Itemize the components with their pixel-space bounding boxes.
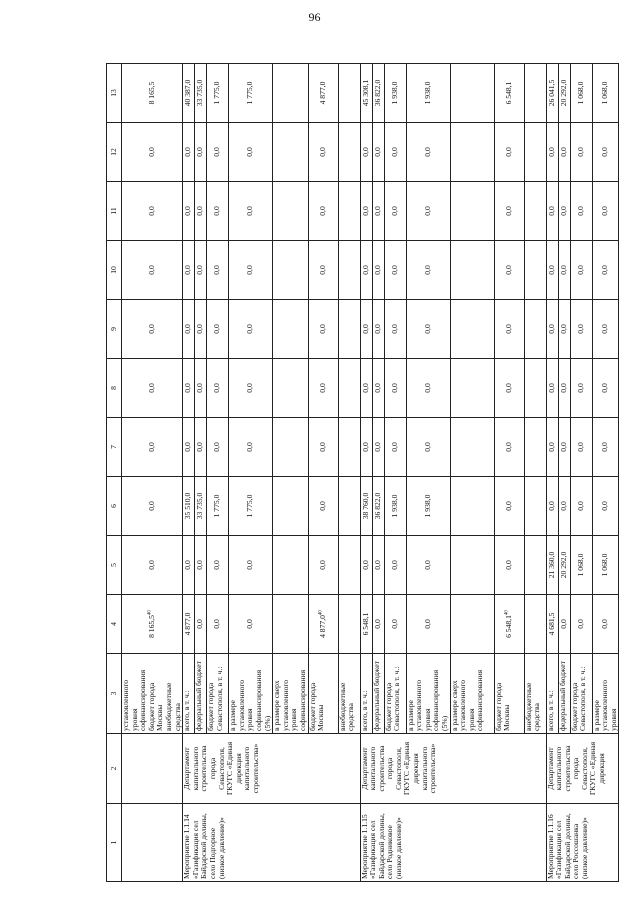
- value-cell: 0,0: [122, 477, 183, 536]
- value-cell: 0,0: [360, 536, 372, 595]
- value-cell: 0,0: [122, 359, 183, 418]
- value-cell: 0,0: [558, 123, 570, 182]
- value-cell: [524, 359, 546, 418]
- value-cell: 0,0: [558, 359, 570, 418]
- value-cell: 6 548,1: [494, 64, 524, 123]
- value-cell: 0,0: [207, 241, 229, 300]
- value-cell: 0,0: [592, 241, 619, 300]
- value-cell: 0,0: [592, 418, 619, 477]
- value-cell: 1 775,0: [229, 477, 273, 536]
- value-cell: [450, 477, 494, 536]
- value-cell: 0,0: [308, 359, 338, 418]
- value-cell: 0,0: [207, 182, 229, 241]
- value-cell: 0,0: [195, 300, 207, 359]
- value-cell: 0,0: [229, 418, 273, 477]
- value-cell: 0,0: [570, 595, 592, 654]
- value-cell: 0,0: [183, 359, 195, 418]
- value-cell: 0,0: [592, 123, 619, 182]
- value-cell: 0,0: [308, 300, 338, 359]
- value-cell: 1 068,0: [570, 536, 592, 595]
- measure-title-cell: Мероприятие 1.1.16 «Газификация сел Байдарской долины, село Россошанка (низкое давление)»: [546, 804, 619, 882]
- source-line: Москвы: [155, 704, 165, 731]
- measure-cell: [122, 804, 183, 882]
- funding-source-cell: в размере сверх установленного уровня софинансирования: [273, 654, 308, 734]
- value-cell: 0,0: [360, 300, 372, 359]
- executor-cell: Департамент капитального строительства города Севастополя, ГКУГС «Единая дирекция капитального строительства»: [360, 734, 546, 804]
- source-line: средства: [172, 703, 182, 731]
- value-cell: 0,0: [592, 477, 619, 536]
- source-cell: [122, 654, 183, 734]
- value-cell: [338, 123, 360, 182]
- value-cell: 0,0: [183, 182, 195, 241]
- value-cell: 0,0: [308, 477, 338, 536]
- value-cell: 0,0: [360, 241, 372, 300]
- value-cell: 0,0: [558, 182, 570, 241]
- column-header-1: 1: [107, 804, 122, 882]
- value-cell: [338, 418, 360, 477]
- value-cell: 0,0: [384, 123, 406, 182]
- value-cell: [273, 182, 308, 241]
- value-cell: 0,0: [229, 182, 273, 241]
- footnote-mark: 40: [318, 610, 324, 616]
- source-line: уровня: [129, 708, 139, 731]
- value-cell: 0,0: [360, 359, 372, 418]
- value-cell: 0,0: [308, 536, 338, 595]
- value-cell: 0,0: [183, 241, 195, 300]
- value-cell: [338, 536, 360, 595]
- value-cell: 0,0: [558, 595, 570, 654]
- value-cell: 0,0: [494, 418, 524, 477]
- value-cell: 1 775,0: [207, 477, 229, 536]
- value-cell: 0,0: [546, 182, 558, 241]
- value-cell: 36 822,0: [372, 64, 384, 123]
- value-cell: 0,0: [546, 123, 558, 182]
- value-cell: 0,0: [360, 418, 372, 477]
- value-cell: 0,0: [494, 300, 524, 359]
- value-cell: 0,0: [229, 300, 273, 359]
- value-cell: 0,0: [494, 477, 524, 536]
- value-cell: 0,0: [372, 359, 384, 418]
- value-cell: 0,0: [372, 182, 384, 241]
- value-cell: 0,0: [183, 536, 195, 595]
- value-cell: 0,0: [229, 123, 273, 182]
- value-cell: 0,0: [372, 595, 384, 654]
- value-cell: 0,0: [406, 300, 450, 359]
- value-cell: 0,0: [592, 595, 619, 654]
- value-cell: [338, 300, 360, 359]
- funding-source-cell: в размере установленного уровня: [592, 654, 619, 734]
- value-cell: 36 822,0: [372, 477, 384, 536]
- rotated-table-wrapper: [106, 64, 618, 882]
- value-cell: 0,0: [570, 300, 592, 359]
- value-cell: 0,0: [406, 182, 450, 241]
- value-cell: 0,0: [207, 418, 229, 477]
- value-cell: [524, 241, 546, 300]
- value-cell: 0,0: [494, 123, 524, 182]
- value-cell: [338, 182, 360, 241]
- value-cell: 4 877,0: [308, 64, 338, 123]
- value-cell: 0,0: [494, 182, 524, 241]
- value-cell: [524, 182, 546, 241]
- value-cell: 0,0: [592, 359, 619, 418]
- value-cell: 0,0: [195, 536, 207, 595]
- value-cell: 0,0: [384, 595, 406, 654]
- measure-title-cell: Мероприятие 1.1.15 «Газификация сел Байдарской долины, село Родниковое (низкое давление)»: [360, 804, 546, 882]
- value-cell: 0,0: [558, 418, 570, 477]
- executor-cell: [122, 734, 183, 804]
- column-header-11: 11: [107, 182, 122, 241]
- value-cell: [338, 64, 360, 123]
- table-row: [360, 64, 372, 882]
- value-cell: [524, 418, 546, 477]
- value-cell: [450, 418, 494, 477]
- funding-source-cell: в размере сверх установленного уровня софинансирования: [450, 654, 494, 734]
- value-cell: 0,0: [195, 359, 207, 418]
- value-cell: 0,0: [207, 536, 229, 595]
- source-line: софинансирования: [138, 669, 148, 731]
- value-cell: 1 068,0: [592, 536, 619, 595]
- value-cell: 4 681,5: [546, 595, 558, 654]
- value-cell: 0,0: [195, 418, 207, 477]
- value-cell: 0,0: [592, 182, 619, 241]
- funding-source-cell: в размере установленного уровня софинансирования (5%): [406, 654, 450, 734]
- column-header-9: 9: [107, 300, 122, 359]
- funding-source-cell: внебюджетные средства: [338, 654, 360, 734]
- funding-source-cell: всего, в т. ч.:: [183, 654, 195, 734]
- page-number: 96: [308, 10, 321, 24]
- value-cell: 0,0: [183, 300, 195, 359]
- value-cell: 0,0: [308, 241, 338, 300]
- executor-cell: Департамент капитального строительства города Севастополя, ГКУГС «Единая дирекция капитального строительства»: [183, 734, 360, 804]
- value-cell: [524, 64, 546, 123]
- column-header-2: 2: [107, 734, 122, 804]
- value-cell: [524, 477, 546, 536]
- value-cell: [450, 595, 494, 654]
- value-cell: 26 041,5: [546, 64, 558, 123]
- value-cell: 0,0: [406, 595, 450, 654]
- funding-source-cell: бюджет города Москвы: [494, 654, 524, 734]
- value-cell: 0,0: [384, 300, 406, 359]
- value-cell: 0,0: [372, 241, 384, 300]
- value-cell: 0,0: [122, 418, 183, 477]
- value-cell: 0,0: [372, 418, 384, 477]
- value-cell: 1 938,0: [406, 64, 450, 123]
- value-cell: 0,0: [308, 182, 338, 241]
- value-cell: 35 510,0: [183, 477, 195, 536]
- value-cell: [450, 300, 494, 359]
- value-cell: [450, 123, 494, 182]
- value-cell: [524, 123, 546, 182]
- value-cell: [524, 595, 546, 654]
- value-cell: 33 735,0: [195, 64, 207, 123]
- value-cell: 0,0: [384, 182, 406, 241]
- value-cell: 1 938,0: [384, 64, 406, 123]
- funding-source-cell: федеральный бюджет: [558, 654, 570, 734]
- value-cell: 0,0: [494, 241, 524, 300]
- value-cell: 0,0: [229, 359, 273, 418]
- funding-source-cell: бюджет города Москвы: [308, 654, 338, 734]
- value-cell: 0,0: [122, 182, 183, 241]
- value-cell: 0,0: [229, 536, 273, 595]
- value-cell: [450, 182, 494, 241]
- value-cell: 1 775,0: [229, 64, 273, 123]
- value-cell: 0,0: [308, 123, 338, 182]
- value-cell: 0,0: [546, 477, 558, 536]
- value-cell: 1 938,0: [406, 477, 450, 536]
- value-cell: 0,0: [558, 241, 570, 300]
- value-cell: 0,0: [122, 300, 183, 359]
- value-cell: 0,0: [570, 418, 592, 477]
- value-cell: [338, 595, 360, 654]
- value-cell: 0,0: [229, 595, 273, 654]
- source-line: бюджет города: [146, 682, 156, 731]
- value-cell: 33 735,0: [195, 477, 207, 536]
- value-cell: 0,0: [570, 182, 592, 241]
- value-cell: 0,0: [207, 123, 229, 182]
- value-cell: [338, 477, 360, 536]
- funding-source-cell: бюджет города Севастополя, в т. ч.:: [207, 654, 229, 734]
- value-cell: 0,0: [308, 418, 338, 477]
- column-header-6: 6: [107, 477, 122, 536]
- measure-title-cell: Мероприятие 1.1.14 «Газификация сел Байдарской долины, село Подгорное (низкое давление)»: [183, 804, 360, 882]
- value-cell: 0,0: [372, 536, 384, 595]
- value-cell: 20 292,0: [558, 536, 570, 595]
- value-cell: [450, 536, 494, 595]
- table-body: [122, 64, 619, 882]
- value-cell: 0,0: [570, 123, 592, 182]
- value-cell: 1 068,0: [570, 64, 592, 123]
- value-cell: 0,0: [570, 359, 592, 418]
- value-cell: 0,0: [229, 241, 273, 300]
- value-cell: 21 360,0: [546, 536, 558, 595]
- value-cell: 0,0: [494, 536, 524, 595]
- value-cell: 1 775,0: [207, 64, 229, 123]
- value-cell: [273, 123, 308, 182]
- column-header-13: 13: [107, 64, 122, 123]
- footnote-mark: 40: [147, 610, 153, 616]
- value-cell: 0,0: [207, 300, 229, 359]
- value-cell: 0,0: [183, 123, 195, 182]
- value-cell: 0,0: [195, 123, 207, 182]
- funding-source-cell: бюджет города Севастополя, в т. ч.:: [384, 654, 406, 734]
- footnote-mark: 40: [504, 610, 510, 616]
- value-cell: 45 308,1: [360, 64, 372, 123]
- value-cell: 0,0: [360, 182, 372, 241]
- funding-source-cell: федеральный бюджет: [372, 654, 384, 734]
- budget-table: [106, 63, 619, 882]
- value-cell: 38 760,0: [360, 477, 372, 536]
- value-cell: 0,0: [546, 241, 558, 300]
- value-cell: [524, 300, 546, 359]
- source-line: внебюджетные: [163, 682, 173, 731]
- value-cell: [450, 241, 494, 300]
- value-cell: 1 938,0: [384, 477, 406, 536]
- value-cell: 0,0: [406, 536, 450, 595]
- funding-source-cell: в размере установленного уровня софинансирования (5%): [229, 654, 273, 734]
- column-header-8: 8: [107, 359, 122, 418]
- value-cell: 0,0: [384, 359, 406, 418]
- value-cell: [273, 241, 308, 300]
- funding-source-cell: всего, в т. ч.:: [360, 654, 372, 734]
- value-cell: 0,0: [384, 418, 406, 477]
- table-row: [183, 64, 195, 882]
- value-cell: 1 068,0: [592, 64, 619, 123]
- value-cell: 0,0: [183, 418, 195, 477]
- funding-source-cell: бюджет города Севастополя, в т. ч.:: [570, 654, 592, 734]
- column-header-7: 7: [107, 418, 122, 477]
- value-cell: 4 877,0$^{40}$: [308, 595, 338, 654]
- value-cell: 0,0: [207, 595, 229, 654]
- table-row: [546, 64, 558, 882]
- header-row: [107, 64, 122, 882]
- value-cell: 6 548,1$^{40}$: [494, 595, 524, 654]
- source-line: установленного: [121, 679, 130, 731]
- value-cell: [273, 359, 308, 418]
- value-cell: 0,0: [592, 300, 619, 359]
- funding-source-cell: всего, в т. ч.:: [546, 654, 558, 734]
- value-cell: 0,0: [546, 359, 558, 418]
- value-cell: [273, 418, 308, 477]
- value-cell: 0,0: [122, 241, 183, 300]
- value-cell: [338, 359, 360, 418]
- value-cell: 0,0: [494, 359, 524, 418]
- funding-source-cell: внебюджетные средства: [524, 654, 546, 734]
- executor-cell: Департамент капитального строительства города Севастополя, ГКУГС «Единая дирекция: [546, 734, 619, 804]
- value-cell: 0,0: [207, 359, 229, 418]
- column-header-10: 10: [107, 241, 122, 300]
- value-cell: 0,0: [558, 477, 570, 536]
- value-cell: [273, 477, 308, 536]
- value-cell: [450, 64, 494, 123]
- value-cell: [450, 359, 494, 418]
- column-header-4: 4: [107, 595, 122, 654]
- value-cell: 0,0: [406, 359, 450, 418]
- column-header-12: 12: [107, 123, 122, 182]
- value-cell: 8 165,5$^{40}$: [122, 595, 183, 654]
- value-cell: 0,0: [558, 300, 570, 359]
- column-header-3: 3: [107, 654, 122, 734]
- value-cell: 0,0: [570, 477, 592, 536]
- value-cell: 8 165,5: [122, 64, 183, 123]
- value-cell: 0,0: [122, 536, 183, 595]
- value-cell: 0,0: [406, 123, 450, 182]
- value-cell: [338, 241, 360, 300]
- value-cell: [273, 595, 308, 654]
- value-cell: 20 292,0: [558, 64, 570, 123]
- value-cell: 40 387,0: [183, 64, 195, 123]
- value-cell: [273, 64, 308, 123]
- column-header-5: 5: [107, 536, 122, 595]
- value-cell: [273, 300, 308, 359]
- value-cell: 0,0: [372, 300, 384, 359]
- value-cell: 0,0: [546, 418, 558, 477]
- value-cell: 6 548,1: [360, 595, 372, 654]
- table-row: [122, 64, 183, 882]
- value-cell: 0,0: [570, 241, 592, 300]
- value-cell: 4 877,0: [183, 595, 195, 654]
- value-cell: 0,0: [360, 123, 372, 182]
- value-cell: 0,0: [406, 418, 450, 477]
- funding-source-cell: федеральный бюджет: [195, 654, 207, 734]
- value-cell: 0,0: [372, 123, 384, 182]
- value-cell: 0,0: [122, 123, 183, 182]
- value-cell: 0,0: [195, 182, 207, 241]
- value-cell: 0,0: [195, 241, 207, 300]
- value-cell: 0,0: [546, 300, 558, 359]
- value-cell: 0,0: [195, 595, 207, 654]
- value-cell: [524, 536, 546, 595]
- value-cell: [273, 536, 308, 595]
- value-cell: 0,0: [406, 241, 450, 300]
- value-cell: 0,0: [384, 536, 406, 595]
- value-cell: 0,0: [384, 241, 406, 300]
